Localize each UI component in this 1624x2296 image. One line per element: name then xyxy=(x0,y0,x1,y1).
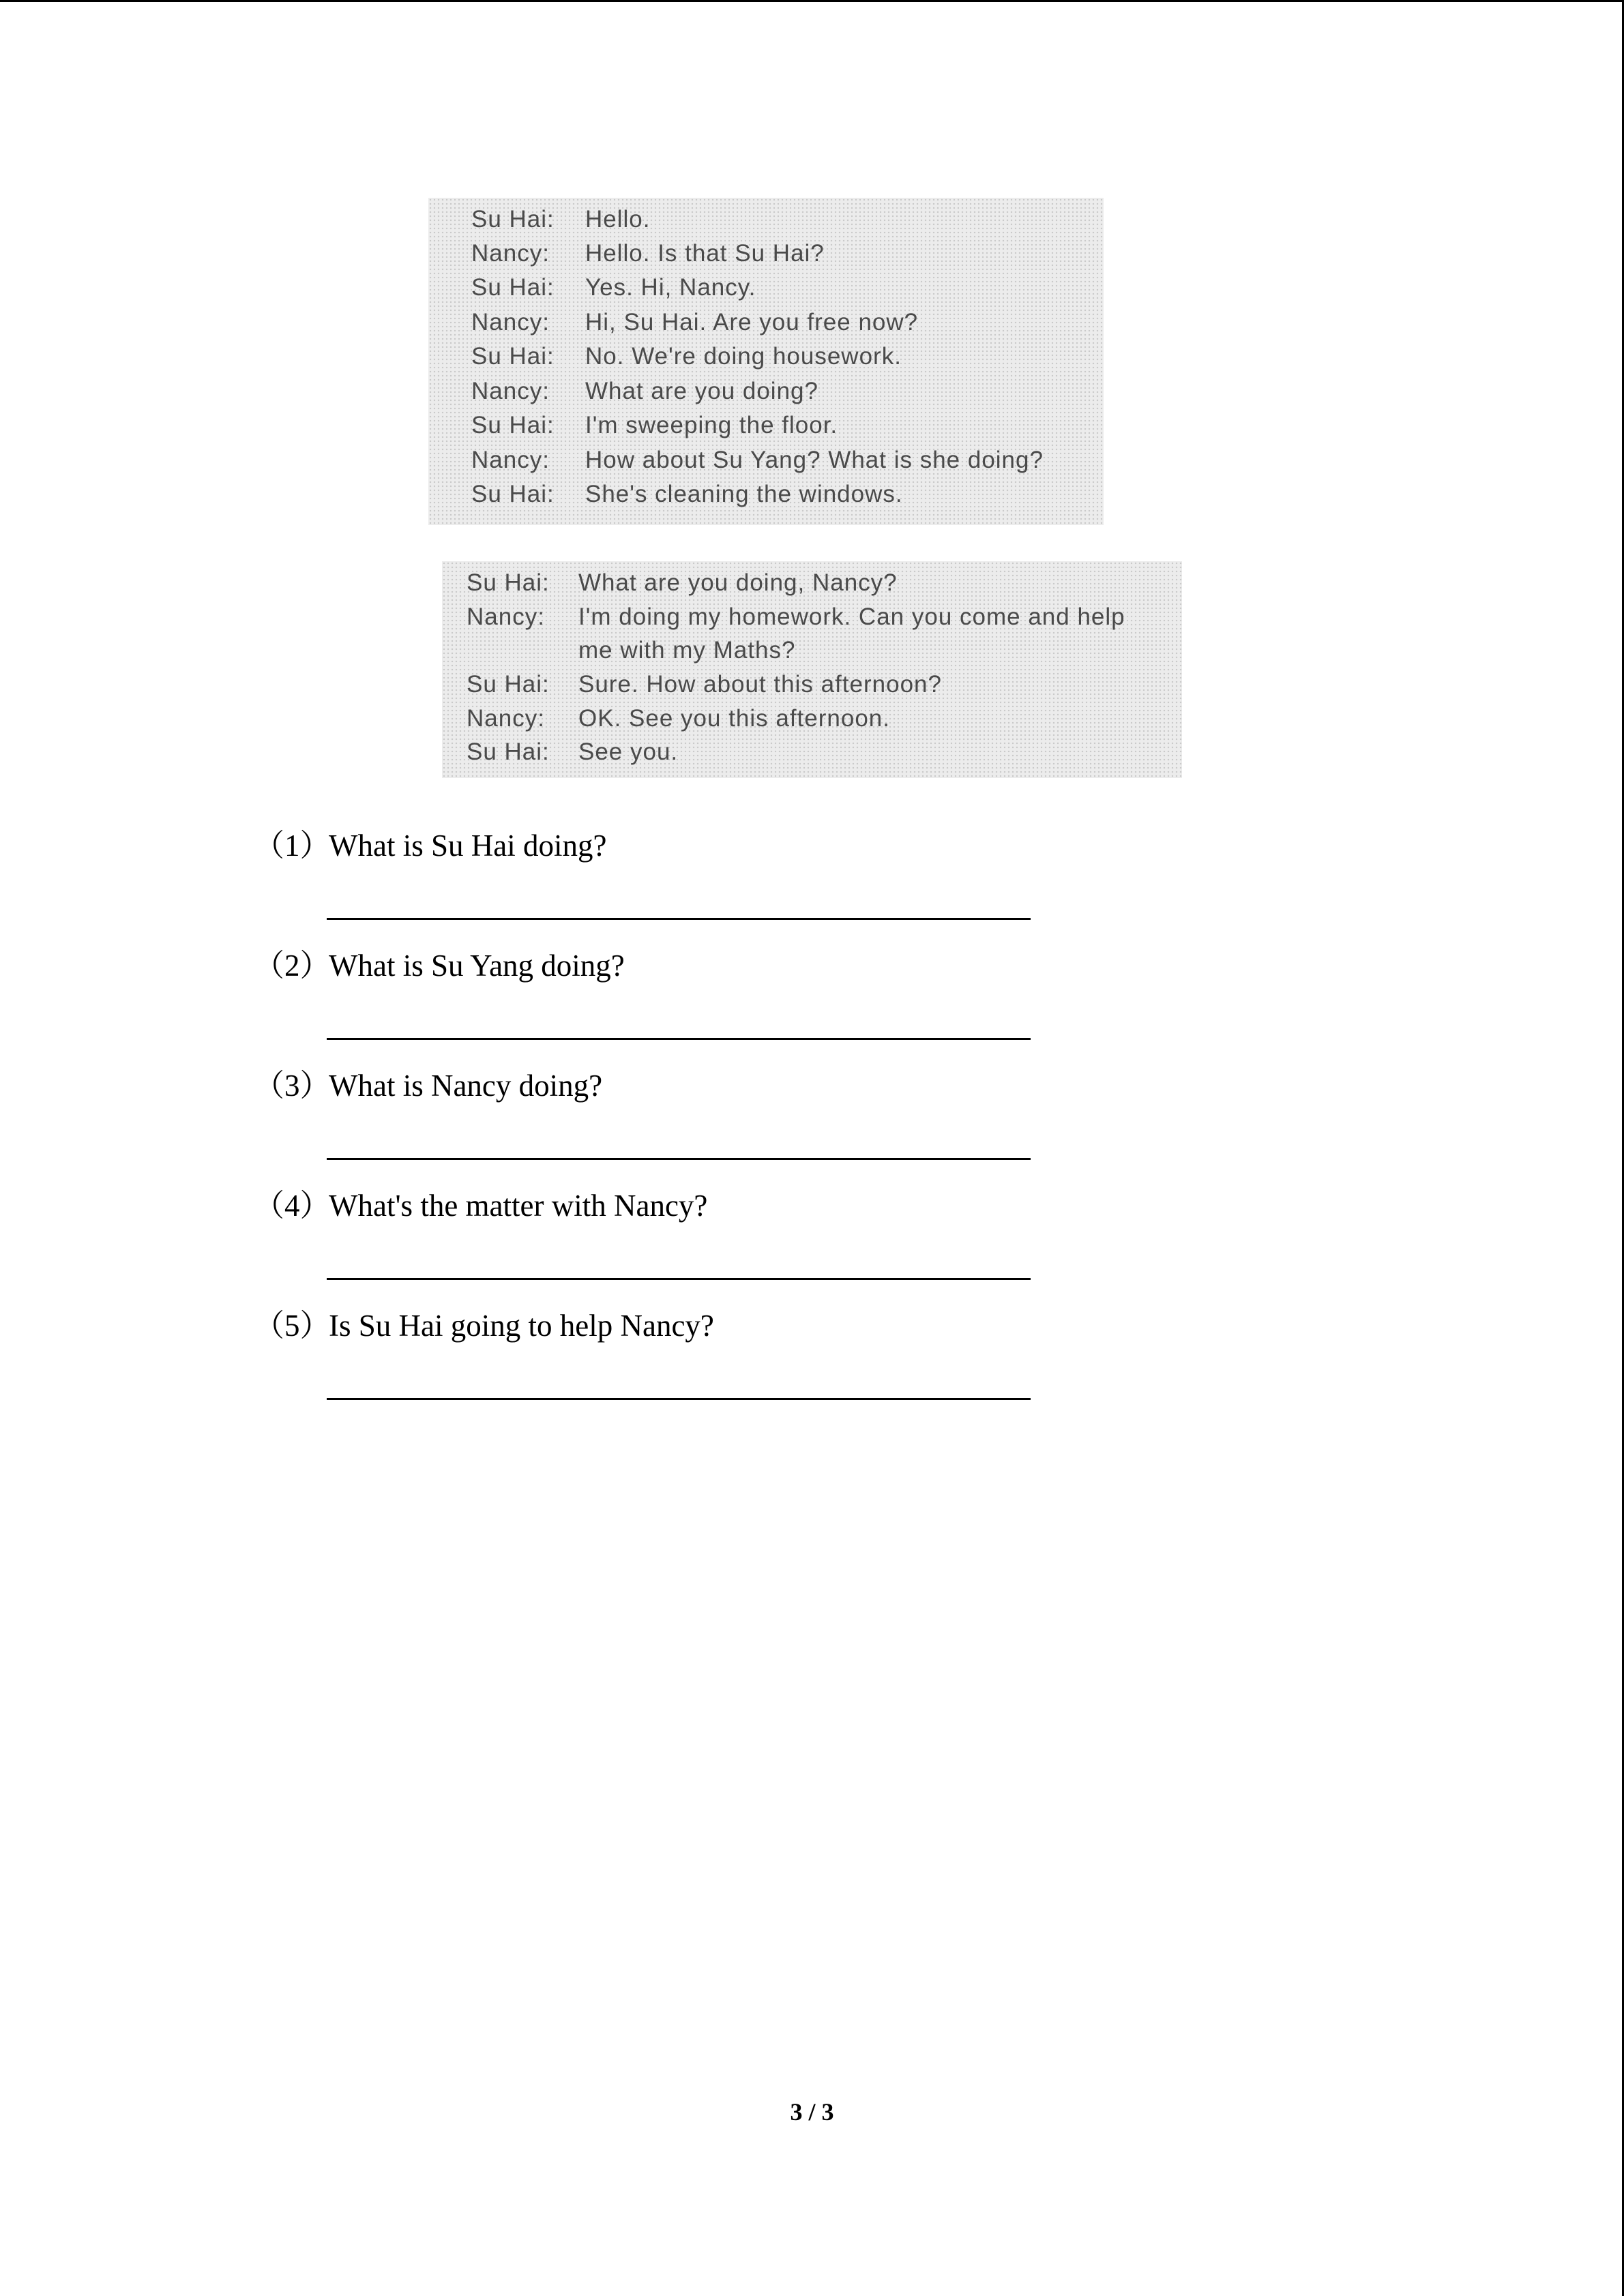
speaker: Su Hai: xyxy=(467,569,550,596)
utterance: She's cleaning the windows. xyxy=(585,481,903,507)
question-2 xyxy=(254,940,625,985)
question-text: What is Su Yang doing? xyxy=(329,949,625,983)
speaker: Nancy: xyxy=(471,378,550,404)
page-border-top xyxy=(0,0,1624,2)
question-number: （1） xyxy=(254,829,331,863)
question-4 xyxy=(254,1180,707,1225)
utterance: OK. See you this afternoon. xyxy=(578,705,890,732)
question-number: （3） xyxy=(254,1069,331,1103)
utterance: Yes. Hi, Nancy. xyxy=(585,274,756,301)
speaker: Su Hai: xyxy=(471,412,555,438)
answer-line-4[interactable] xyxy=(327,1278,1031,1280)
speaker: Nancy: xyxy=(467,705,545,732)
speaker: Nancy: xyxy=(471,447,550,473)
utterance: What are you doing, Nancy? xyxy=(578,569,898,596)
answer-line-2[interactable] xyxy=(327,1038,1031,1040)
speaker: Su Hai: xyxy=(471,206,555,233)
utterance: See you. xyxy=(578,739,679,765)
utterance: How about Su Yang? What is she doing? xyxy=(585,447,1044,473)
utterance: me with my Maths? xyxy=(578,637,796,664)
question-1 xyxy=(254,820,606,865)
question-number: （5） xyxy=(254,1309,331,1343)
question-5 xyxy=(254,1300,714,1345)
answer-line-1[interactable] xyxy=(327,918,1031,920)
utterance: I'm doing my homework. Can you come and help xyxy=(578,603,1125,630)
utterance: Hello. xyxy=(585,206,651,233)
speaker: Su Hai: xyxy=(471,274,555,301)
dialogue-scan-2 xyxy=(442,561,1182,778)
utterance: Sure. How about this afternoon? xyxy=(578,671,942,698)
utterance: What are you doing? xyxy=(585,378,818,404)
answer-line-5[interactable] xyxy=(327,1398,1031,1400)
speaker: Su Hai: xyxy=(471,481,555,507)
question-number: （4） xyxy=(254,1189,331,1223)
speaker: Nancy: xyxy=(467,603,545,630)
answer-line-3[interactable] xyxy=(327,1158,1031,1160)
question-3 xyxy=(254,1060,602,1105)
question-text: What is Nancy doing? xyxy=(329,1069,603,1103)
speaker: Nancy: xyxy=(471,240,550,267)
utterance: Hi, Su Hai. Are you free now? xyxy=(585,309,919,336)
question-text: Is Su Hai going to help Nancy? xyxy=(329,1309,714,1343)
question-text: What's the matter with Nancy? xyxy=(329,1189,708,1223)
page-number: 3 / 3 xyxy=(790,2098,834,2126)
question-text: What is Su Hai doing? xyxy=(329,829,607,863)
speaker: Su Hai: xyxy=(467,671,550,698)
utterance: I'm sweeping the floor. xyxy=(585,412,838,438)
speaker: Su Hai: xyxy=(471,343,555,370)
utterance: Hello. Is that Su Hai? xyxy=(585,240,825,267)
utterance: No. We're doing housework. xyxy=(585,343,902,370)
dialogue-scan-1 xyxy=(428,198,1104,525)
speaker: Nancy: xyxy=(471,309,550,336)
speaker: Su Hai: xyxy=(467,739,550,765)
question-number: （2） xyxy=(254,949,331,983)
